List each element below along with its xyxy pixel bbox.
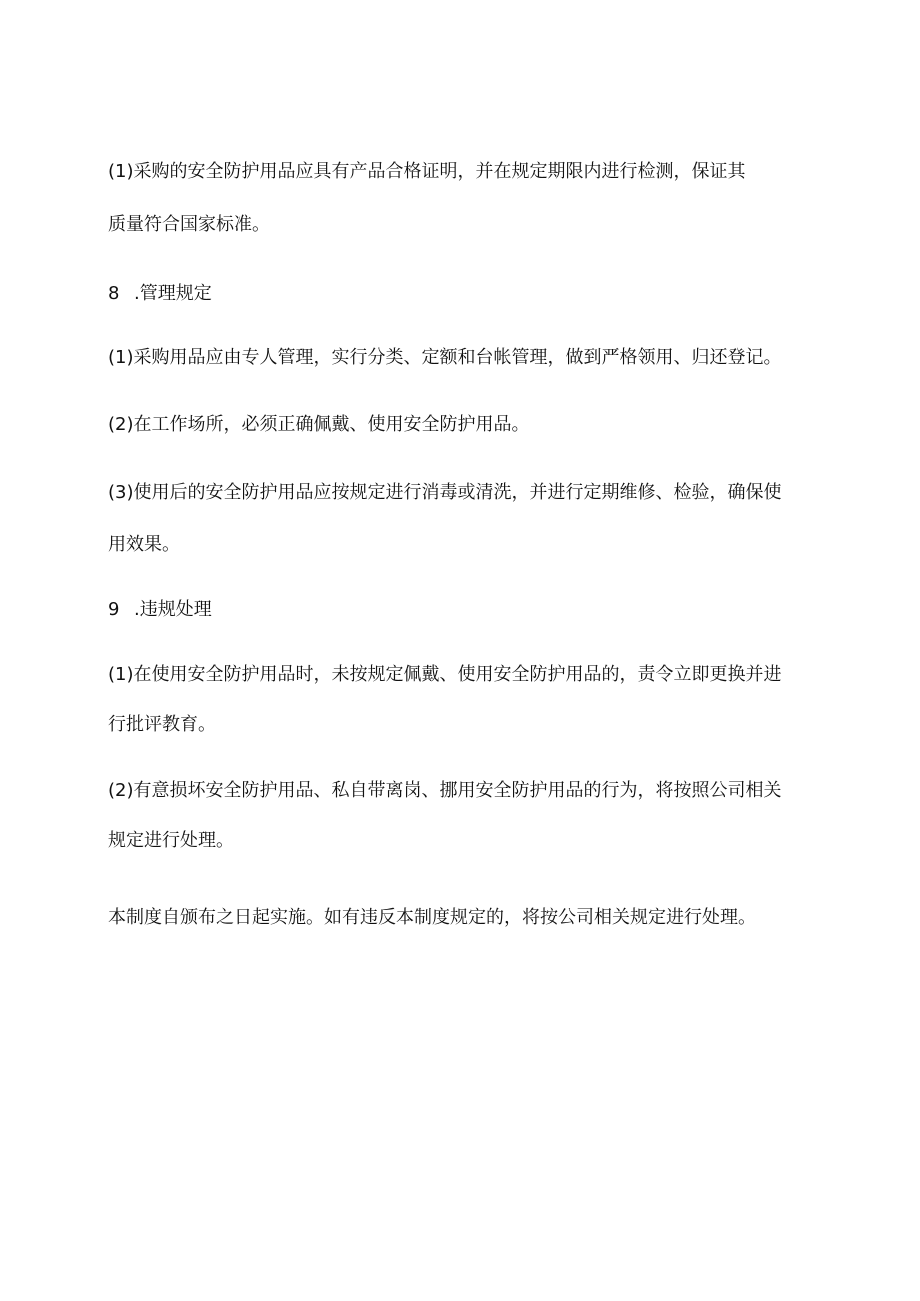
paragraph-line: 用效果。 [108, 534, 180, 555]
section-number: 8 [108, 283, 120, 304]
section-heading-9 [108, 598, 212, 622]
paragraph-line: 质量符合国家标准。 [108, 214, 270, 235]
paragraph-line: (1)在使用安全防护用品时，未按规定佩戴、使用安全防护用品的，责令立即更换并进 [108, 664, 782, 685]
paragraph-line: (1)采购用品应由专人管理，实行分类、定额和台帐管理，做到严格领用、归还登记。 [108, 347, 782, 368]
section-number: 9 [108, 599, 120, 620]
paragraph-line: 行批评教育。 [108, 714, 216, 735]
paragraph-line: 本制度自颁布之日起实施。如有违反本制度规定的，将按公司相关规定进行处理。 [108, 907, 756, 928]
paragraph-line: 规定进行处理。 [108, 830, 234, 851]
section-heading-8 [108, 282, 212, 306]
section-title: .管理规定 [134, 283, 212, 304]
paragraph-line: (2)在工作场所，必须正确佩戴、使用安全防护用品。 [108, 414, 530, 435]
paragraph-line: (1)采购的安全防护用品应具有产品合格证明，并在规定期限内进行检测，保证其 [108, 161, 746, 182]
paragraph-line: (3)使用后的安全防护用品应按规定进行消毒或清洗，并进行定期维修、检验，确保使 [108, 482, 782, 503]
section-title: .违规处理 [134, 599, 212, 620]
paragraph-line: (2)有意损坏安全防护用品、私自带离岗、挪用安全防护用品的行为，将按照公司相关 [108, 780, 782, 801]
